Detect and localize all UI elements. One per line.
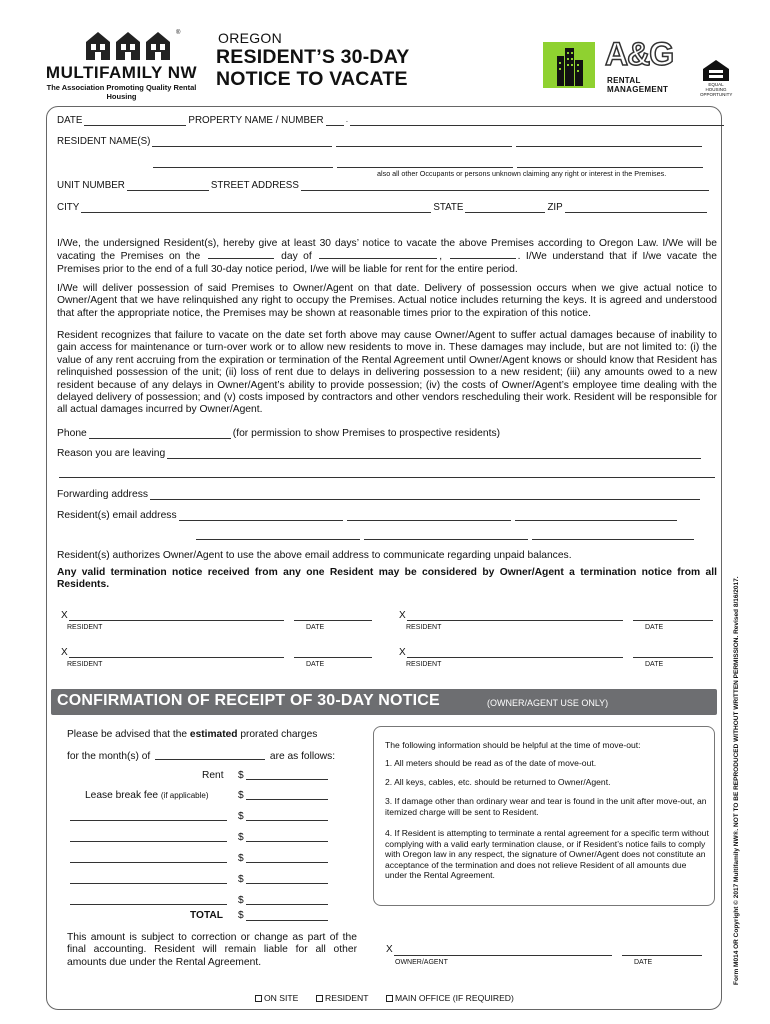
signature-x-4: X: [399, 647, 406, 658]
rent-label: Rent: [202, 770, 224, 781]
rent-dollar: $: [238, 770, 244, 781]
checkbox-icon: [316, 995, 323, 1002]
street-address-field[interactable]: [301, 181, 709, 191]
city-field[interactable]: [81, 203, 431, 213]
resident-name-field-5[interactable]: [337, 158, 513, 168]
unit-number-field[interactable]: [127, 181, 209, 191]
info-item-1: 1. All meters should be read as of the date of move-out.: [385, 758, 597, 768]
vacate-day-field[interactable]: [208, 250, 274, 259]
vacate-year-field[interactable]: [450, 250, 516, 259]
street-address-label: STREET ADDRESS: [210, 180, 299, 191]
org-name: MULTIFAMILY NW: [45, 63, 198, 82]
city-label: CITY: [57, 202, 80, 213]
info-item-3: 3. If damage other than ordinary wear and tear is found in the unit after move-out, an itemized charge will be sent to Resident.: [385, 796, 707, 817]
charge-description-3[interactable]: [70, 862, 227, 863]
forwarding-row: [57, 489, 702, 500]
email-field-1[interactable]: [179, 511, 343, 521]
state-field-label: STATE: [433, 202, 464, 213]
city-state-zip-row: [57, 202, 709, 213]
advised-text-c: prorated charges: [240, 729, 318, 740]
forwarding-label: Forwarding address: [57, 489, 148, 500]
owner-date-label: DATE: [634, 959, 653, 966]
resident-name-field-2[interactable]: [336, 137, 512, 147]
info-item-2: 2. All keys, cables, etc. should be returned to Owner/Agent.: [385, 777, 611, 787]
property-field-mark: ·: [345, 117, 349, 126]
phone-note: (for permission to show Premises to prospective residents): [232, 428, 501, 439]
notice-paragraph-2: I/We will deliver possession of said Premises to Owner/Agent on that date. Delivery of possession occurs when we give actual notice to Owner/Agent that we have relinquished any right to occupy the Premises. Actual notice includes returning the keys. It is agreed and understood that after the appropriate notice, the Premises may be shown at reasonable times prior to the expiration of this notice.: [57, 283, 717, 319]
lease-break-amount[interactable]: [246, 799, 328, 800]
resident-label-4: RESIDENT: [406, 661, 442, 668]
charge-dollar-5: $: [238, 895, 244, 906]
resident-date-2[interactable]: [633, 620, 713, 621]
email-field-3[interactable]: [515, 511, 677, 521]
forwarding-field[interactable]: [150, 490, 700, 500]
resident-date-4[interactable]: [633, 657, 713, 658]
copy-on-site[interactable]: [255, 993, 298, 1003]
owner-agent-label: OWNER/AGENT: [395, 959, 448, 966]
lease-break-label: [85, 790, 209, 801]
if-applicable-note: (if applicable): [160, 791, 209, 800]
equal-housing-label: EQUAL HOUSING OPPORTUNITY: [700, 82, 733, 97]
reason-row: [57, 448, 703, 459]
reason-label: Reason you are leaving: [57, 448, 166, 459]
title-line-1: RESIDENT’S 30-DAY: [216, 46, 410, 68]
charge-dollar-3: $: [238, 853, 244, 864]
owner-agent-signature[interactable]: [394, 955, 612, 956]
charge-description-2[interactable]: [70, 841, 227, 842]
resident-name-field-4[interactable]: [153, 158, 333, 168]
rent-amount[interactable]: [246, 779, 328, 780]
months-suffix: are as follows:: [269, 751, 336, 762]
resident-date-1[interactable]: [294, 620, 372, 621]
page-title: [216, 46, 409, 90]
info-item-4: 4. If Resident is attempting to terminate a rental agreement for a specific term without complying with a valid early termination clause, or if Resident’s notice fails to comply with Oregon law in any respect, the signature of Owner/Agent does not constitute an acceptance of the termination and does not relieve Resident of all amounts due under the Rental Agreement.: [385, 828, 709, 881]
termination-note: Any valid termination notice received from any one Resident may be considered by Owner/Agent a termination notice from all Residents.: [57, 567, 717, 591]
email-row-2: [194, 530, 696, 540]
property-field-a[interactable]: [326, 116, 344, 126]
owner-signature-x: X: [386, 944, 393, 955]
notice-text-b: day of: [281, 251, 312, 263]
unit-street-row: [57, 180, 711, 191]
charge-amount-5[interactable]: [246, 904, 328, 905]
notice-paragraph-3: Resident recognizes that failure to vacate on the date set forth above may cause Owner/Agent to suffer actual damages because of inability to gain access for maintenance or turn-over work or to allow new residents to move in. These damages may include, but are not limited to: (i) the value of any rent accruing from the expiration or termination of the Rental Agreement until Owner/Agent knows or should know that Resident has relinquished possession of the unit; (ii) loss of rent due to delays in delivering possession to a new resident; (iii) any amounts owed to a new resident because of any delays in Owner/Agent’s ability to provide possession; (iv) the costs of Owner/Agent’s employee time dealing with the delayed delivery of possession; and (v) costs imposed by contractors and other vendors rescheduling their work. Resident will be responsible for all actual damages incurred by Owner/Agent.: [57, 330, 717, 416]
ag-subtitle: RENTAL MANAGEMENT: [607, 76, 669, 94]
resident-signature-1[interactable]: [69, 620, 284, 621]
copy-resident[interactable]: [316, 993, 368, 1003]
charge-dollar-4: $: [238, 874, 244, 885]
ag-logo: [543, 36, 688, 94]
resident-label-3: RESIDENT: [67, 661, 103, 668]
charge-amount-3[interactable]: [246, 862, 328, 863]
unit-number-label: UNIT NUMBER: [57, 180, 125, 191]
reason-field[interactable]: [167, 449, 701, 459]
info-heading: The following information should be helpful at the time of move-out:: [385, 740, 641, 750]
lease-break-dollar: $: [238, 790, 244, 801]
resident-signature-2[interactable]: [407, 620, 623, 621]
title-line-2: NOTICE TO VACATE: [216, 68, 408, 90]
months-label: for the month(s) of: [67, 751, 151, 762]
date-label-3: DATE: [306, 661, 325, 668]
property-field[interactable]: [350, 116, 724, 126]
resident-name-field-6[interactable]: [517, 158, 703, 168]
charge-description-5[interactable]: [70, 904, 227, 905]
total-amount[interactable]: [246, 920, 328, 921]
total-label: TOTAL: [190, 910, 224, 921]
charge-amount-1[interactable]: [246, 820, 328, 821]
resident-names-row: [57, 136, 704, 147]
notice-text-a: I/We, the undersigned Resident(s), hereby give at least 30 days’ notice to vacate the above Premises according to Oregon Law. I/We will be vacating the Premises on the: [57, 238, 717, 263]
vacate-month-field[interactable]: [319, 250, 437, 259]
checkbox-icon: [386, 995, 393, 1002]
ag-building-icon: [543, 42, 595, 88]
subject-note: This amount is subject to correction or change as part of the final accounting. Resident will remain liable for all other amounts due under the Rental Agreement.: [67, 932, 357, 968]
resident-name-field-3[interactable]: [516, 137, 702, 147]
months-field[interactable]: [155, 750, 265, 760]
email-field-2[interactable]: [347, 511, 511, 521]
charge-description-4[interactable]: [70, 883, 227, 884]
charge-dollar-2: $: [238, 832, 244, 843]
phone-row: [57, 428, 500, 439]
resident-names-label: RESIDENT NAME(S): [57, 136, 151, 147]
resident-name-field-1[interactable]: [152, 137, 332, 147]
notice-paragraph-1: I/We, the undersigned Resident(s), hereby give at least 30 days’ notice to vacate the above Premises according to Oregon Law. I/We will be vacating the Premises on the day of , . I/We understand that if I/we vacate the Premises prior to the end of a full 30-day notice period, I/we will be liable for rent for the entire period.: [57, 238, 717, 275]
email-field-4[interactable]: [196, 530, 360, 540]
reason-field-2[interactable]: [59, 468, 715, 478]
advised-text-estimated: estimated: [189, 729, 238, 740]
resident-signature-4[interactable]: [407, 657, 623, 658]
owner-agent-date[interactable]: [622, 955, 702, 956]
copy-main-office-label: MAIN OFFICE (IF REQUIRED): [395, 993, 514, 1003]
signature-x-2: X: [399, 610, 406, 621]
multifamily-nw-logo: [34, 30, 209, 101]
copyright-side-text: Form M014 OR Copyright © 2017 Multifamily NW®. NOT TO BE REPRODUCED WITHOUT WRITTEN PERMISSION. Revised 8/16/2017.: [733, 576, 740, 985]
email-authorization: Resident(s) authorizes Owner/Agent to use the above email address to communicate regarding unpaid balances.: [57, 550, 572, 561]
date-label-2: DATE: [645, 624, 664, 631]
charge-description-1[interactable]: [70, 820, 227, 821]
occupants-note: also all other Occupants or persons unknown claiming any right or interest in the Premises.: [377, 169, 667, 178]
registered-mark: ®: [176, 30, 181, 36]
date-label: DATE: [57, 115, 83, 126]
org-tagline: The Association Promoting Quality Rental Housing: [46, 83, 197, 101]
email-label: Resident(s) email address: [57, 510, 177, 521]
copy-main-office[interactable]: [386, 993, 514, 1003]
resident-label-1: RESIDENT: [67, 624, 103, 631]
equal-housing-logo: [700, 58, 732, 98]
date-field[interactable]: [84, 116, 186, 126]
notice-text-c: I/We understand that if I/we vacate the Premises prior to the end of a full 30-day notice period, I/we will be liable for rent for the entire period.: [57, 251, 717, 275]
email-row: [57, 510, 679, 521]
phone-label: Phone: [57, 428, 87, 439]
copy-on-site-label: ON SITE: [264, 993, 299, 1003]
state-field[interactable]: [465, 203, 545, 213]
checkbox-icon: [255, 995, 262, 1002]
reason-row-2: [57, 468, 717, 478]
state-label: OREGON: [218, 30, 283, 46]
months-row: [67, 750, 335, 762]
confirmation-subtitle: (OWNER/AGENT USE ONLY): [487, 698, 609, 708]
lease-break-text: Lease break fee: [85, 790, 159, 801]
total-dollar: $: [238, 910, 244, 921]
zip-label: ZIP: [547, 202, 563, 213]
resident-names-row-2: [151, 158, 705, 168]
email-field-6[interactable]: [532, 530, 694, 540]
email-field-5[interactable]: [364, 530, 528, 540]
advised-text-a: Please be advised that the: [67, 729, 188, 740]
copy-resident-label: RESIDENT: [325, 993, 369, 1003]
resident-signature-3[interactable]: [69, 657, 284, 658]
date-property-row: [57, 115, 726, 126]
resident-label-2: RESIDENT: [406, 624, 442, 631]
ag-name: A&G: [605, 36, 674, 72]
equal-housing-icon: [700, 58, 732, 82]
phone-field[interactable]: [89, 429, 231, 439]
charge-amount-2[interactable]: [246, 841, 328, 842]
signature-x-1: X: [61, 610, 68, 621]
zip-field[interactable]: [565, 203, 707, 213]
houses-logo-icon: [84, 30, 174, 62]
charge-amount-4[interactable]: [246, 883, 328, 884]
date-label-4: DATE: [645, 661, 664, 668]
confirmation-title: CONFIRMATION OF RECEIPT OF 30-DAY NOTICE: [57, 692, 440, 709]
signature-x-3: X: [61, 647, 68, 658]
resident-date-3[interactable]: [294, 657, 372, 658]
advised-text: [67, 729, 317, 740]
date-label-1: DATE: [306, 624, 325, 631]
charge-dollar-1: $: [238, 811, 244, 822]
property-label: PROPERTY NAME / NUMBER: [188, 115, 324, 126]
